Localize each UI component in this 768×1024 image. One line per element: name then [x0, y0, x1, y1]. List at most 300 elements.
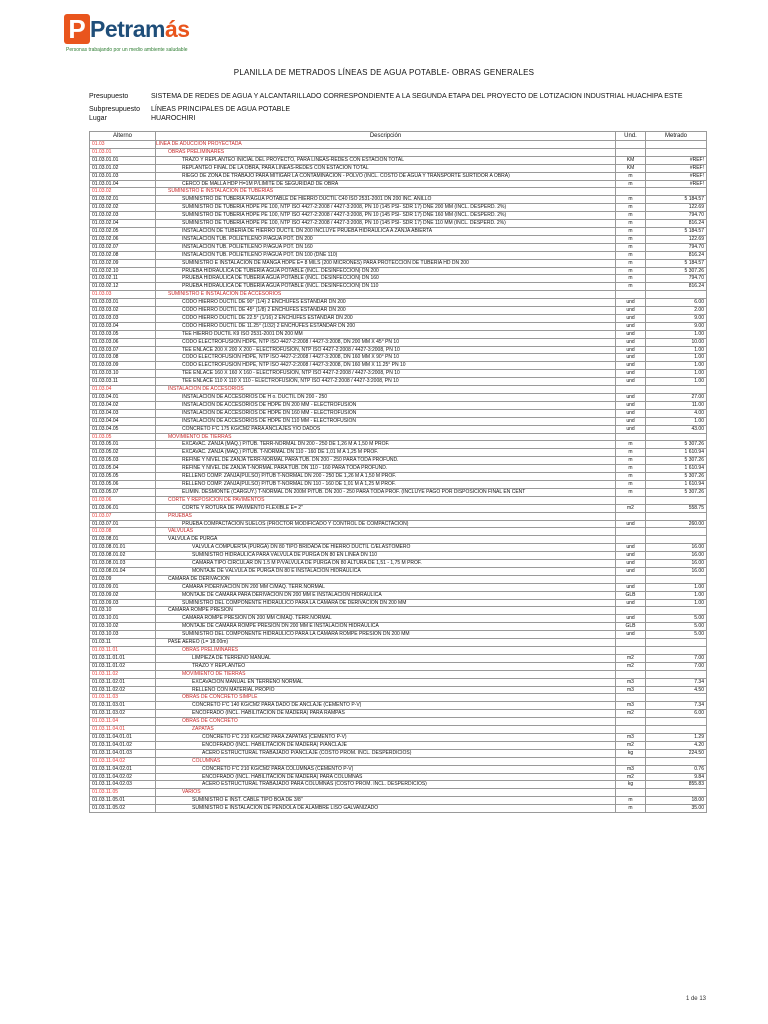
- table-row: [90, 378, 707, 386]
- cell-metrado: #REF!: [646, 180, 707, 188]
- cell-und: und: [616, 520, 646, 528]
- cell-descripcion: SUMINISTRO DE TUBERIA HDPE PE 100, NTP ISO 4427-2:2008 / 4427-3:2008, PN 10 (145 PSI- SDR 17) DNE 200 MM (INCL. DESPERD. 2%): [156, 204, 616, 212]
- cell-descripcion: CODO HIERRO DÚCTIL DE 22.5° (1/16) 2 ENCHUFES ESTANDAR DN 200: [156, 314, 616, 322]
- cell-descripcion: SUMINISTRO DE TUBERIA HDPE PE 100, NTP ISO 4427-2:2008 / 4427-3:2008, PN 10 (145 PSI- SDR 17) DNE 160 MM (INCL. DESPERD. 2%): [156, 212, 616, 220]
- cell-descripcion: ACERO ESTRUCTURAL TRABAJADO PARA COLUMNAS (COSTO PROM. INCL. DESPERDICIOS): [156, 781, 616, 789]
- table-row: [90, 275, 707, 283]
- table-row: [90, 560, 707, 568]
- cell-und: [616, 433, 646, 441]
- cell-alterno: 01.03.01.03: [90, 172, 156, 180]
- table-row: [90, 220, 707, 228]
- table-row: [90, 536, 707, 544]
- table-row: [90, 718, 707, 726]
- cell-alterno: 01.03.02.05: [90, 227, 156, 235]
- cell-und: m3: [616, 765, 646, 773]
- table-row: [90, 251, 707, 259]
- document-title: PLANILLA DE METRADOS LÍNEAS DE AGUA POTABLE- OBRAS GENERALES: [233, 68, 535, 77]
- cell-metrado: 1.00: [646, 591, 707, 599]
- cell-und: [616, 694, 646, 702]
- cell-alterno: 01.03.08.01.03: [90, 560, 156, 568]
- table-row: [90, 267, 707, 275]
- logo-name: Petramás: [90, 16, 190, 42]
- cell-descripcion: COLUMNAS: [156, 757, 616, 765]
- cell-descripcion: OBRAS DE CONCRETO SIMPLE: [156, 694, 616, 702]
- cell-alterno: 01.03.02.10: [90, 267, 156, 275]
- cell-und: und: [616, 322, 646, 330]
- cell-metrado: 0.76: [646, 765, 707, 773]
- table-row: [90, 528, 707, 536]
- cell-metrado: [646, 575, 707, 583]
- table-row: [90, 575, 707, 583]
- cell-metrado: [646, 386, 707, 394]
- cell-metrado: 16.00: [646, 544, 707, 552]
- cell-metrado: [646, 496, 707, 504]
- table-row: [90, 362, 707, 370]
- column-header-metrado: Metrado: [646, 132, 707, 141]
- cell-alterno: 01.03.11.02.01: [90, 678, 156, 686]
- cell-metrado: [646, 528, 707, 536]
- cell-alterno: 01.03.05.03: [90, 457, 156, 465]
- cell-und: und: [616, 370, 646, 378]
- cell-descripcion: OBRAS PRELIMINARES: [156, 647, 616, 655]
- cell-und: [616, 789, 646, 797]
- meta-subpresupuesto: Subpresupuesto LÍNEAS PRINCIPALES DE AGUA POTABLE: [89, 106, 291, 113]
- cell-descripcion: SUMINISTRO E INST. CABLE TIPO BOA DE 3/8": [156, 797, 616, 805]
- cell-alterno: 01.03.05.02: [90, 449, 156, 457]
- cell-metrado: 1.00: [646, 354, 707, 362]
- cell-alterno: 01.03.11.03: [90, 694, 156, 702]
- cell-alterno: 01.03.11.04.01.01: [90, 733, 156, 741]
- cell-alterno: 01.03.05: [90, 433, 156, 441]
- cell-und: m2: [616, 741, 646, 749]
- cell-und: m3: [616, 686, 646, 694]
- cell-und: m: [616, 449, 646, 457]
- cell-und: m2: [616, 654, 646, 662]
- cell-alterno: 01.03.11.04.01.03: [90, 749, 156, 757]
- table-row: [90, 425, 707, 433]
- cell-alterno: 01.03.06.01: [90, 504, 156, 512]
- cell-descripcion: CONCRETO F'C 140 KG/CM2 PARA DADO DE ANCLAJE (CEMENTO P-V): [156, 702, 616, 710]
- table-row: [90, 512, 707, 520]
- cell-metrado: 1.00: [646, 346, 707, 354]
- table-row: [90, 354, 707, 362]
- table-header-row: [90, 132, 707, 141]
- table-row: [90, 781, 707, 789]
- cell-metrado: 855.83: [646, 781, 707, 789]
- cell-und: m: [616, 243, 646, 251]
- cell-descripcion: CONCRETO F'C 175 KG/CM2 PARA ANCLAJES Y/O DADOS: [156, 425, 616, 433]
- cell-alterno: 01.03.11.01.02: [90, 662, 156, 670]
- cell-und: m3: [616, 733, 646, 741]
- cell-und: [616, 141, 646, 149]
- cell-descripcion: SUMINISTRO E INSTALACIÓN DE PÉNDOLA DE ALAMBRE LISO GALVANIZADO: [156, 805, 616, 813]
- cell-metrado: [646, 512, 707, 520]
- cell-descripcion: CAMARA P/DERIVACION DN 200 MM C/MAQ. TERR.NORMAL: [156, 583, 616, 591]
- cell-und: und: [616, 425, 646, 433]
- table-row: [90, 473, 707, 481]
- cell-und: und: [616, 330, 646, 338]
- cell-und: kg: [616, 781, 646, 789]
- cell-und: und: [616, 401, 646, 409]
- cell-und: und: [616, 378, 646, 386]
- cell-metrado: 5 184.57: [646, 259, 707, 267]
- table-row: [90, 141, 707, 149]
- cell-und: und: [616, 354, 646, 362]
- cell-alterno: 01.03.02.04: [90, 220, 156, 228]
- table-row: [90, 259, 707, 267]
- page-number: 1 de 13: [685, 996, 706, 1002]
- cell-descripcion: VÁLVULA DE PURGA: [156, 536, 616, 544]
- cell-metrado: 43.00: [646, 425, 707, 433]
- cell-und: und: [616, 307, 646, 315]
- table-row: [90, 449, 707, 457]
- cell-alterno: 01.03.05.05: [90, 473, 156, 481]
- meta-presupuesto: Presupuesto SISTEMA DE REDES DE AGUA Y ALCANTARILLADO CORRESPONDIENTE A LA SEGUNDA ETAPA DEL PROYECTO DE LOTIZACION INDUSTRIAL HUACHIPA ESTE: [89, 93, 683, 100]
- cell-descripcion: MOVIMIENTO DE TIERRAS: [156, 670, 616, 678]
- cell-descripcion: TRAZO Y REPLANTEO: [156, 662, 616, 670]
- table-row: [90, 330, 707, 338]
- cell-und: GLB: [616, 623, 646, 631]
- cell-und: m: [616, 488, 646, 496]
- cell-und: m: [616, 172, 646, 180]
- column-header-alterno: Alterno: [90, 132, 156, 141]
- table-row: [90, 417, 707, 425]
- table-row: [90, 235, 707, 243]
- cell-alterno: 01.03.07.01: [90, 520, 156, 528]
- cell-metrado: [646, 647, 707, 655]
- cell-und: und: [616, 338, 646, 346]
- cell-alterno: 01.03.10.03: [90, 631, 156, 639]
- cell-metrado: 816.24: [646, 251, 707, 259]
- table-row: [90, 307, 707, 315]
- table-row: [90, 322, 707, 330]
- cell-descripcion: CONCRETO F'C 210 KG/CM2 PARA COLUMNAS (CEMENTO P-V): [156, 765, 616, 773]
- cell-alterno: 01.03.07: [90, 512, 156, 520]
- cell-alterno: 01.03.03.07: [90, 346, 156, 354]
- cell-descripcion: VARIOS: [156, 789, 616, 797]
- table-row: [90, 465, 707, 473]
- table-row: [90, 599, 707, 607]
- cell-descripcion: ENCOFRADO (INCL. HABILITACIÓN DE MADERA) PARA COLUMNAS: [156, 773, 616, 781]
- cell-alterno: 01.03.03.09: [90, 362, 156, 370]
- cell-metrado: 6.00: [646, 299, 707, 307]
- cell-und: [616, 575, 646, 583]
- table-row: [90, 504, 707, 512]
- cell-und: [616, 496, 646, 504]
- cell-alterno: 01.03.11.04: [90, 718, 156, 726]
- cell-descripcion: TRAZO Y REPLANTEO INICIAL DEL PROYECTO, PARA LÍNEAS-REDES CON ESTACIÓN TOTAL: [156, 156, 616, 164]
- cell-alterno: 01.03.03.11: [90, 378, 156, 386]
- cell-descripcion: ENCOFRADO (INCL. HABILITACIÓN DE MADERA) P/ANCLAJE: [156, 741, 616, 749]
- cell-descripcion: RELLENO CON MATERIAL PROPIO: [156, 686, 616, 694]
- cell-metrado: 16.00: [646, 560, 707, 568]
- cell-descripcion: CERCO DE MALLA HDP H=1M P/LIMITE DE SEGURIDAD DE OBRA: [156, 180, 616, 188]
- cell-metrado: 27.00: [646, 394, 707, 402]
- cell-alterno: 01.03.04.03: [90, 409, 156, 417]
- cell-alterno: 01.03.03.04: [90, 322, 156, 330]
- table-row: [90, 805, 707, 813]
- cell-und: [616, 386, 646, 394]
- table-row: [90, 631, 707, 639]
- cell-und: und: [616, 346, 646, 354]
- cell-metrado: 794.70: [646, 212, 707, 220]
- meta-lugar: Lugar HUAROCHIRI: [89, 115, 196, 122]
- cell-alterno: 01.03.02.09: [90, 259, 156, 267]
- table-row: [90, 749, 707, 757]
- company-logo: [64, 14, 204, 54]
- cell-und: m: [616, 805, 646, 813]
- cell-metrado: 558.75: [646, 504, 707, 512]
- cell-descripcion: INSTALACIÓN TUB. POLIETILENO P/AGUA POT. DN 200: [156, 235, 616, 243]
- table-row: [90, 227, 707, 235]
- column-header-descripcion: Descripción: [156, 132, 616, 141]
- cell-metrado: 5 184.57: [646, 196, 707, 204]
- cell-und: m: [616, 180, 646, 188]
- table-row: [90, 156, 707, 164]
- cell-descripcion: CORTE Y REPOSICIÓN DE PAVIMENTOS: [156, 496, 616, 504]
- cell-descripcion: INSTALACIÓN DE TUBERÍA DE HIERRO DÚCTIL DN 200 INCLUYE PRUEBA HIDRÁULICA A ZANJA ABIERTA: [156, 227, 616, 235]
- table-row: [90, 386, 707, 394]
- cell-metrado: 7.00: [646, 654, 707, 662]
- cell-descripcion: SUMINISTRO E INSTALACION DE TUBERIAS: [156, 188, 616, 196]
- cell-alterno: 01.03.02.06: [90, 235, 156, 243]
- table-row: [90, 488, 707, 496]
- cell-und: m: [616, 196, 646, 204]
- cell-und: und: [616, 552, 646, 560]
- cell-alterno: 01.03.09: [90, 575, 156, 583]
- cell-und: und: [616, 560, 646, 568]
- cell-alterno: 01.03.08.01.02: [90, 552, 156, 560]
- cell-und: kg: [616, 749, 646, 757]
- cell-descripcion: INSTALACIÓN DE ACCESORIOS DE HDPE DN 200 MM - ELECTROFUSION: [156, 401, 616, 409]
- cell-alterno: 01.03.02.07: [90, 243, 156, 251]
- cell-descripcion: CODO HIERRO DÚCTIL DE 90° (1/4) 2 ENCHUFES ESTANDAR DN 200: [156, 299, 616, 307]
- table-row: [90, 212, 707, 220]
- cell-metrado: [646, 607, 707, 615]
- cell-alterno: 01.03.11.03.02: [90, 710, 156, 718]
- table-row: [90, 291, 707, 299]
- cell-metrado: 794.70: [646, 243, 707, 251]
- cell-und: [616, 718, 646, 726]
- cell-alterno: 01.03.08: [90, 528, 156, 536]
- cell-descripcion: PASE AEREO (L= 18.00m): [156, 639, 616, 647]
- cell-descripcion: PRUEBAS: [156, 512, 616, 520]
- table-row: [90, 797, 707, 805]
- cell-descripcion: PRUEBA COMPACTACION SUELOS (PROCTOR MODIFICADO Y CONTROL DE COMPACTACIÓN): [156, 520, 616, 528]
- cell-descripcion: ACERO ESTRUCTURAL TRABAJADO P/ANCLAJE (COSTO PROM. INCL. DESPERDICIOS): [156, 749, 616, 757]
- cell-und: KM: [616, 164, 646, 172]
- table-row: [90, 733, 707, 741]
- table-row: [90, 188, 707, 196]
- table-row: [90, 480, 707, 488]
- cell-descripcion: CONCRETO F'C 210 KG/CM2 PARA ZAPATAS (CEMENTO P-V): [156, 733, 616, 741]
- table-row: [90, 370, 707, 378]
- cell-und: [616, 188, 646, 196]
- cell-alterno: 01.03.10.01: [90, 615, 156, 623]
- table-row: [90, 694, 707, 702]
- cell-descripcion: INSTALACIÓN DE ACCESORIOS DE H o. DUCTIL DN 200 - 250: [156, 394, 616, 402]
- cell-descripcion: RIEGO DE ZONA DE TRABAJO PARA MITIGAR LA CONTAMINACIÓN - POLVO (INCL. COSTO DE AGUA Y TRANSPORTE SURTIDOR A OBRA): [156, 172, 616, 180]
- cell-und: und: [616, 583, 646, 591]
- cell-und: m: [616, 283, 646, 291]
- cell-alterno: 01.03.11.01: [90, 647, 156, 655]
- cell-und: m: [616, 480, 646, 488]
- cell-alterno: 01.03.09.03: [90, 599, 156, 607]
- cell-alterno: 01.03.03.10: [90, 370, 156, 378]
- table-row: [90, 180, 707, 188]
- cell-metrado: 4.20: [646, 741, 707, 749]
- cell-alterno: 01.03.02.11: [90, 275, 156, 283]
- cell-descripcion: EXCAVAC. ZANJA (MAQ.) P/TUB. TERR-NORMAL DN 200 - 250 DE 1,26 M A 1,50 M PROF.: [156, 441, 616, 449]
- cell-descripcion: REFINE Y NIVEL DE ZANJA T-NORMAL PARA TUB. DN 110 - 160 PARA TODA PROFUND.: [156, 465, 616, 473]
- table-row: [90, 314, 707, 322]
- cell-metrado: 816.24: [646, 283, 707, 291]
- cell-descripcion: CODO HIERRO DÚCTIL DE 11.25° (1/32) 2 ENCHUFES ESTANDAR DN 200: [156, 322, 616, 330]
- cell-metrado: #REF!: [646, 172, 707, 180]
- cell-descripcion: PRUEBA HIDRÁULICA DE TUBERÍA AGUA POTABLE (INCL. DESINFECCIÓN) DN 110: [156, 283, 616, 291]
- cell-descripcion: INSTALACIÓN TUB. POLIETILENO P/AGUA POT. DN 160: [156, 243, 616, 251]
- cell-alterno: 01.03.11.04.01: [90, 726, 156, 734]
- cell-alterno: 01.03.11.04.01.02: [90, 741, 156, 749]
- cell-metrado: 18.00: [646, 797, 707, 805]
- cell-alterno: 01.03.04.04: [90, 417, 156, 425]
- cell-metrado: [646, 718, 707, 726]
- cell-metrado: 4.00: [646, 409, 707, 417]
- cell-und: [616, 607, 646, 615]
- cell-alterno: 01.03.04: [90, 386, 156, 394]
- cell-descripcion: CORTE Y ROTURA DE PAVIMENTO FLEXIBLE E= 2": [156, 504, 616, 512]
- cell-descripcion: LINEA DE ADUCCION PROYECTADA: [156, 141, 616, 149]
- cell-und: [616, 647, 646, 655]
- cell-alterno: 01.03.03.05: [90, 330, 156, 338]
- cell-alterno: 01.03.05.04: [90, 465, 156, 473]
- cell-metrado: 1.29: [646, 733, 707, 741]
- cell-metrado: 7.34: [646, 678, 707, 686]
- cell-alterno: 01.03.11.02: [90, 670, 156, 678]
- table-row: [90, 243, 707, 251]
- table-body: [90, 141, 707, 813]
- cell-metrado: [646, 757, 707, 765]
- cell-alterno: 01.03.11.04.02.01: [90, 765, 156, 773]
- cell-und: m: [616, 251, 646, 259]
- cell-descripcion: PRUEBA HIDRÁULICA DE TUBERÍA AGUA POTABLE (INCL. DESINFECCIÓN) DN 200: [156, 267, 616, 275]
- cell-und: m: [616, 465, 646, 473]
- table-row: [90, 544, 707, 552]
- cell-metrado: 1.00: [646, 378, 707, 386]
- cell-alterno: 01.03.04.05: [90, 425, 156, 433]
- table-row: [90, 552, 707, 560]
- cell-metrado: 794.70: [646, 275, 707, 283]
- cell-metrado: 9.00: [646, 322, 707, 330]
- cell-alterno: 01.03.09.01: [90, 583, 156, 591]
- cell-metrado: 16.00: [646, 567, 707, 575]
- cell-descripcion: MONTAJE DE CAMARA ROMPE PRESIÓN DN 200 MM E INSTALACIÓN HIDRAULICA: [156, 623, 616, 631]
- table-row: [90, 567, 707, 575]
- table-row: [90, 196, 707, 204]
- cell-descripcion: CÁMARA ROMPE PRESIÓN: [156, 607, 616, 615]
- cell-descripcion: CODO ELECTROFUSION HDPE, NTP ISO 4427-2:2008 / 4427-3:2008, DN 200 MM X 45° PN 10: [156, 338, 616, 346]
- cell-metrado: #REF!: [646, 164, 707, 172]
- cell-metrado: [646, 694, 707, 702]
- cell-und: und: [616, 567, 646, 575]
- cell-metrado: 224.50: [646, 749, 707, 757]
- table-row: [90, 726, 707, 734]
- cell-metrado: 816.24: [646, 220, 707, 228]
- table-row: [90, 433, 707, 441]
- column-header-und: Und.: [616, 132, 646, 141]
- table-row: [90, 662, 707, 670]
- cell-alterno: 01.03.03.08: [90, 354, 156, 362]
- cell-alterno: 01.03.11.05.01: [90, 797, 156, 805]
- cell-und: m: [616, 457, 646, 465]
- cell-alterno: 01.03.08.01.01: [90, 544, 156, 552]
- table-row: [90, 757, 707, 765]
- cell-metrado: 7.00: [646, 662, 707, 670]
- cell-und: m3: [616, 702, 646, 710]
- cell-alterno: 01.03.02.08: [90, 251, 156, 259]
- cell-und: m2: [616, 504, 646, 512]
- cell-und: [616, 512, 646, 520]
- cell-alterno: 01.03.09.02: [90, 591, 156, 599]
- cell-metrado: 1 610.94: [646, 449, 707, 457]
- metrados-table: [89, 131, 707, 813]
- cell-metrado: 10.00: [646, 338, 707, 346]
- cell-descripcion: ELIMIN. DESMONTE (CARGUY.) T-NORMAL DN 200M P/TUB. DN 200 - 250 PARA TODA PROF. (INCLUYE PAGO POR DISPOSICION FINAL EN CENT: [156, 488, 616, 496]
- cell-descripcion: LIMPIEZA DE TERRENO MANUAL: [156, 654, 616, 662]
- cell-alterno: 01.03.03.02: [90, 307, 156, 315]
- cell-und: [616, 726, 646, 734]
- cell-alterno: 01.03.11.01.01: [90, 654, 156, 662]
- cell-metrado: 5 307.26: [646, 441, 707, 449]
- table-row: [90, 789, 707, 797]
- cell-descripcion: MOVIMIENTO DE TIERRAS: [156, 433, 616, 441]
- cell-descripcion: SUMINISTRO DE TUBERIA HDPE PE 100, NTP ISO 4427-2:2008 / 4427-3:2008, PN 10 (145 PSI- SDR 17) DNE 110 MM (INCL. DESPERD. 2%): [156, 220, 616, 228]
- cell-descripcion: CODO ELECTROFUSION HDPE, NTP ISO 4427-2:2008 / 4427-3:2008, DN 160 MM X 11.25° PN 10: [156, 362, 616, 370]
- cell-alterno: 01.03.05.07: [90, 488, 156, 496]
- cell-descripcion: SUMINISTRO HIDRÁULICA PARA VÁLVULA DE PURGA DN 80 EN LÍNEA DN 110: [156, 552, 616, 560]
- cell-descripcion: RELLENO COMP. ZANJA(PULSO) P/TUB T-NORMAL DN 110 - 160 DE 1,01 M A 1,25 M PROF.: [156, 480, 616, 488]
- cell-metrado: 7.34: [646, 702, 707, 710]
- cell-metrado: [646, 188, 707, 196]
- cell-und: m: [616, 267, 646, 275]
- cell-metrado: [646, 726, 707, 734]
- cell-descripcion: TEE ENLACE 160 X 160 X 160 - ELECTROFUSION, NTP ISO 4427-2:2008 / 4427-3:2008, PN 10: [156, 370, 616, 378]
- table-row: [90, 623, 707, 631]
- cell-alterno: 01.03.03.06: [90, 338, 156, 346]
- cell-alterno: 01.03.11.02.02: [90, 686, 156, 694]
- table-row: [90, 204, 707, 212]
- cell-metrado: 4.50: [646, 686, 707, 694]
- cell-alterno: 01.03.03.01: [90, 299, 156, 307]
- cell-descripcion: SUMINISTRO DEL COMPONENTE HIDRAULICO PARA LA CAMARA ROMPE PRESIÓN DN 200 MM: [156, 631, 616, 639]
- cell-und: [616, 148, 646, 156]
- table-row: [90, 583, 707, 591]
- cell-metrado: 122.69: [646, 235, 707, 243]
- cell-descripcion: RELLENO COMP. ZANJA(PULSO) P/TUB T-NORMAL DN 200 - 250 DE 1,26 M A 1,50 M PROF.: [156, 473, 616, 481]
- cell-metrado: 1 610.94: [646, 480, 707, 488]
- cell-metrado: 1.00: [646, 417, 707, 425]
- cell-alterno: 01.03.01: [90, 148, 156, 156]
- cell-metrado: 122.69: [646, 204, 707, 212]
- cell-metrado: 6.00: [646, 710, 707, 718]
- cell-alterno: 01.03: [90, 141, 156, 149]
- cell-und: m: [616, 212, 646, 220]
- table-row: [90, 670, 707, 678]
- table-row: [90, 773, 707, 781]
- cell-descripcion: PRUEBA HIDRÁULICA DE TUBERÍA AGUA POTABLE (INCL. DESINFECCIÓN) DN 160: [156, 275, 616, 283]
- cell-und: und: [616, 394, 646, 402]
- cell-alterno: 01.03.02.01: [90, 196, 156, 204]
